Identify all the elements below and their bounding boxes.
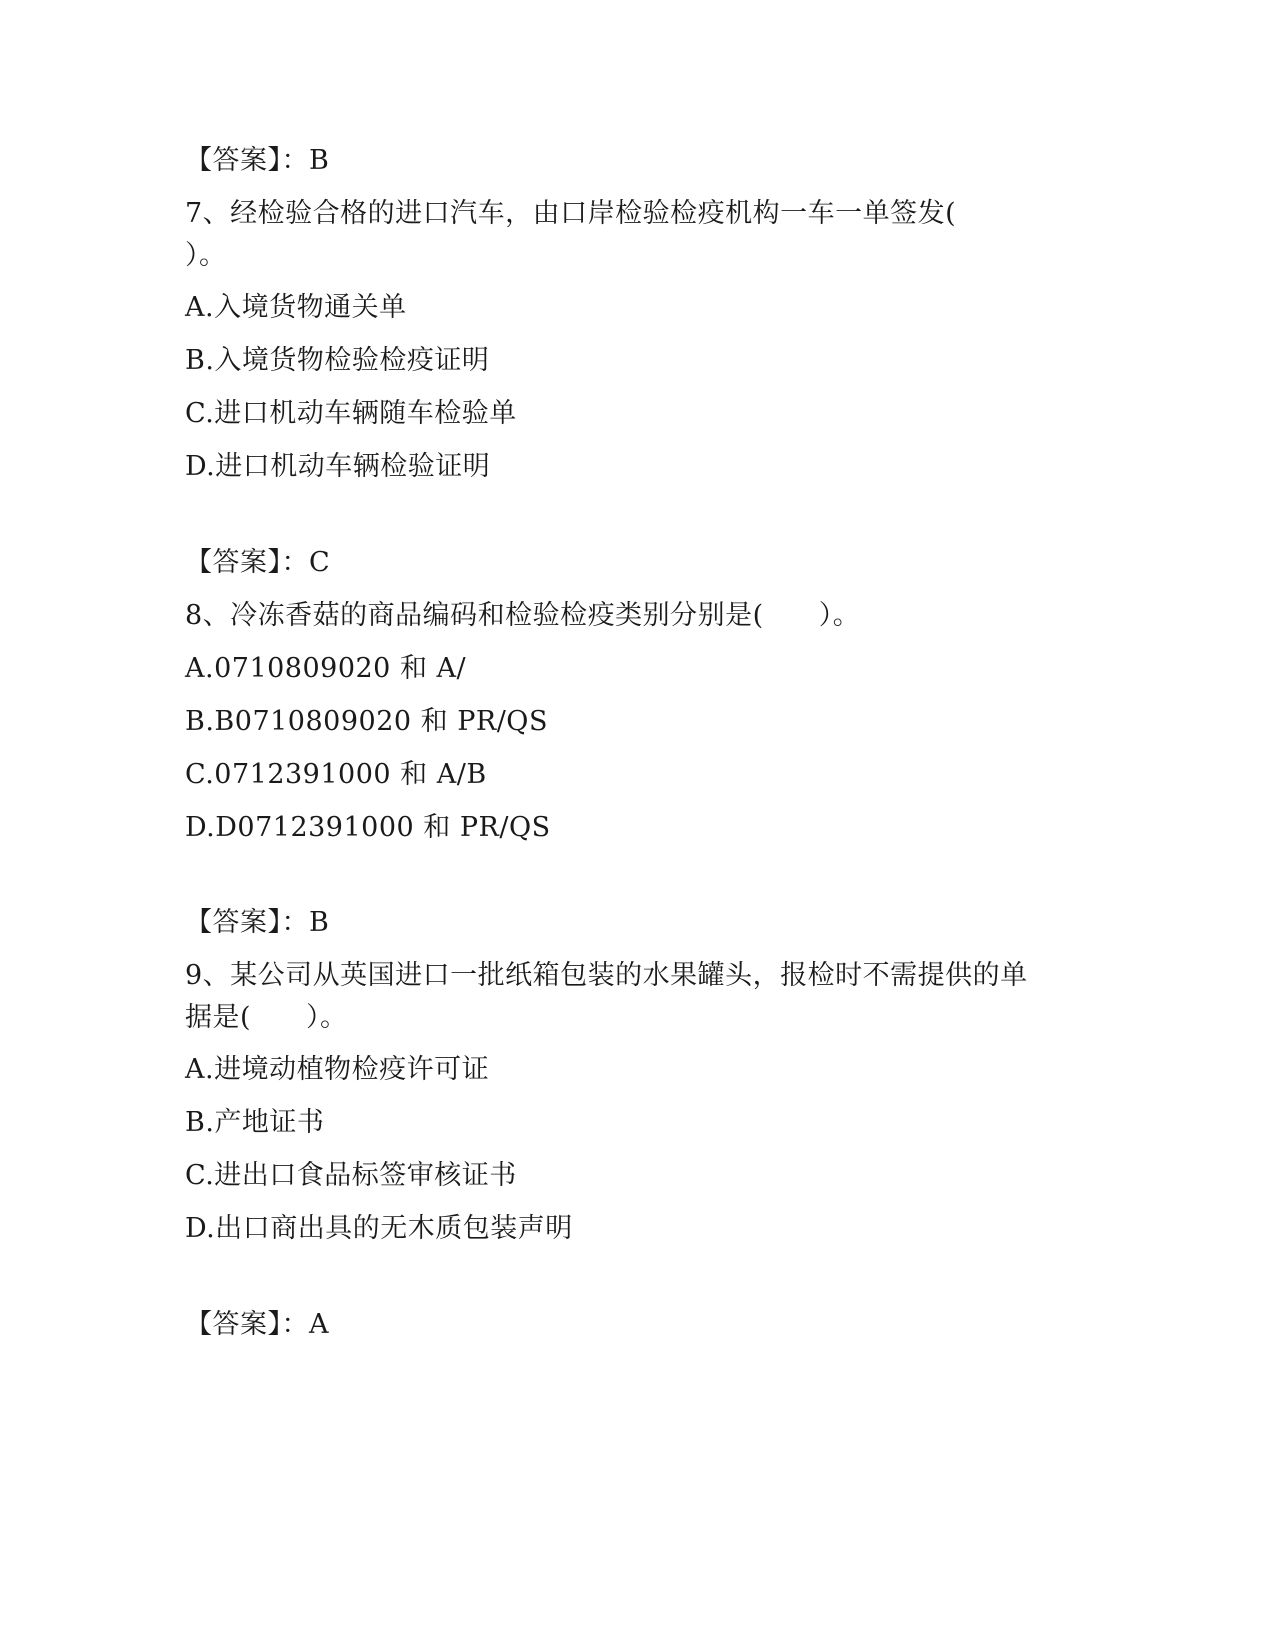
question-7-option-c: C.进口机动车辆随车检验单: [185, 398, 517, 429]
answer-q8: 【答案】：B: [185, 907, 330, 938]
question-7-option-a: A.入境货物通关单: [185, 292, 407, 323]
question-8-option-b: B.B0710809020 和 PR/QS: [185, 706, 548, 737]
question-7-option-d: D.进口机动车辆检验证明: [185, 451, 491, 482]
answer-q6: 【答案】：B: [185, 145, 330, 176]
question-8-option-d: D.D0712391000 和 PR/QS: [185, 812, 551, 843]
question-9-option-a: A.进境动植物检疫许可证: [185, 1054, 490, 1085]
question-9-stem-line-1: 9、某公司从英国进口一批纸箱包装的水果罐头，报检时不需提供的单: [185, 960, 1028, 991]
question-7-stem-line-1: 7、经检验合格的进口汽车，由口岸检验检疫机构一车一单签发(: [185, 198, 957, 229]
question-8-option-c: C.0712391000 和 A/B: [185, 759, 487, 790]
question-9-option-d: D.出口商出具的无木质包装声明: [185, 1213, 573, 1244]
answer-q9: 【答案】：A: [185, 1309, 329, 1340]
question-8-option-a: A.0710809020 和 A/: [185, 653, 467, 684]
question-9-option-b: B.产地证书: [185, 1107, 325, 1138]
question-7-stem-line-2: ）。: [185, 240, 227, 271]
answer-q7: 【答案】：C: [185, 547, 331, 578]
question-9-stem-line-2: 据是( ）。: [185, 1002, 348, 1033]
question-9-option-c: C.进出口食品标签审核证书: [185, 1160, 517, 1191]
question-7-option-b: B.入境货物检验检疫证明: [185, 345, 490, 376]
question-8-stem-line-1: 8、冷冻香菇的商品编码和检验检疫类别分别是( ）。: [185, 600, 861, 631]
